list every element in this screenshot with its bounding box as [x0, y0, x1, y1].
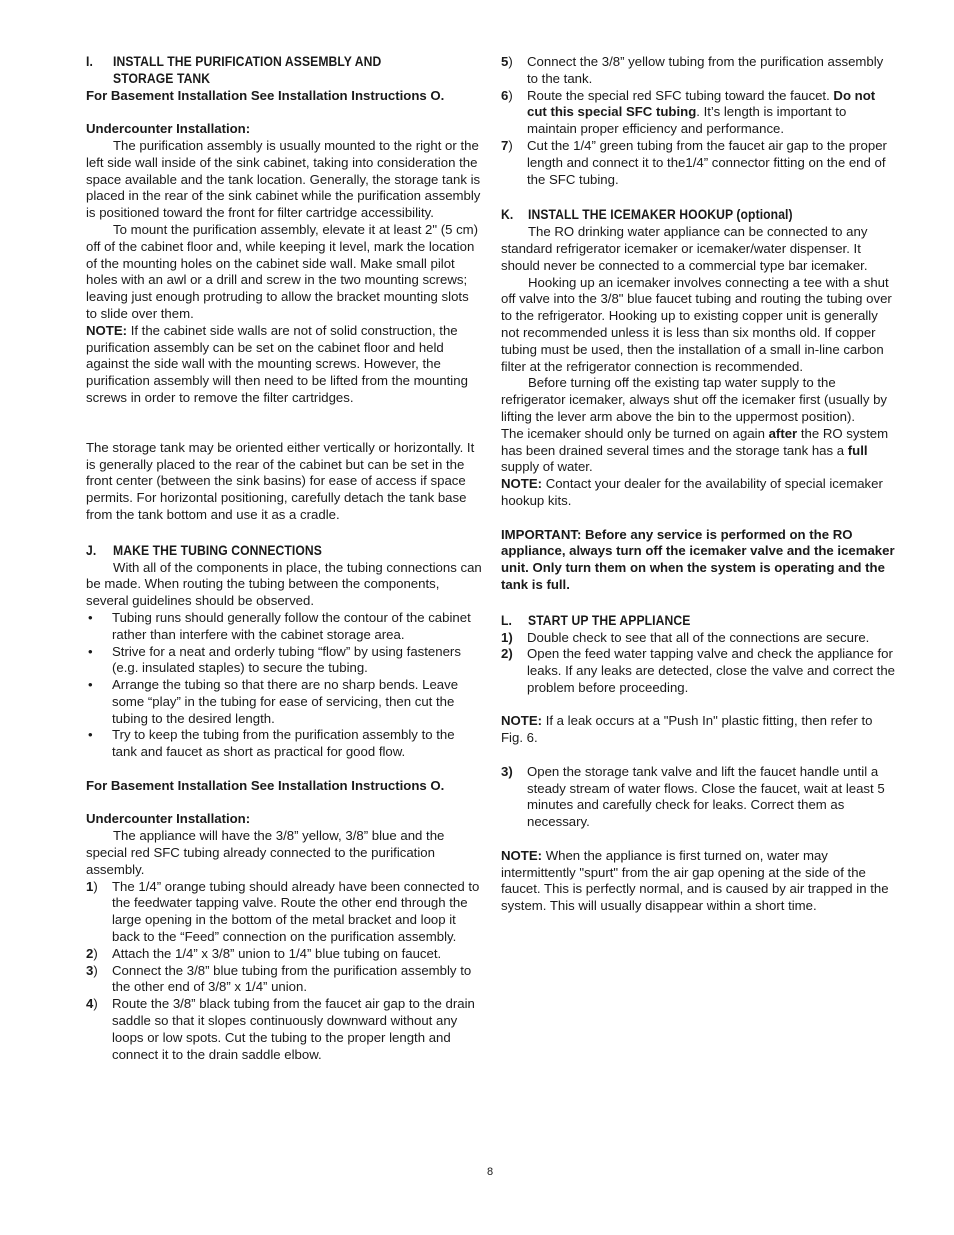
step-text: Connect the 3/8” blue tubing from the purification assembly to the other end of 3/8” x 1/4” union. [112, 962, 472, 995]
step-number: 7) [501, 137, 513, 153]
page-number: 8 [487, 1166, 494, 1178]
step-text: Route the 3/8” black tubing from the faucet air gap to the drain saddle so that it slopes continuously downward without any loops or low spots. Cut the tubing to the proper length and connect it to the drain saddle elbow. [112, 996, 475, 1062]
step-item [86, 879, 482, 946]
section-i-note [86, 323, 482, 407]
section-k-paragraph-2: Hooking up an icemaker involves connecting a tee with a shut off valve into the 3/8" blue faucet tubing and routing the tubing over to the refrigerator. Hooking up to existing copper unit is generally not recommended unless it is less than six months old. If copper tubing must be used, then the installation of a small in-line carbon filter at the refrigerator connection is recommended. [501, 274, 892, 374]
section-l-heading [501, 613, 897, 630]
section-j-basement-note: For Basement Installation See Installation Instructions O. [86, 777, 445, 793]
step-item [501, 646, 897, 696]
section-j-title: MAKE THE TUBING CONNECTIONS [113, 542, 322, 558]
section-j-intro: With all of the components in place, the tubing connections can be made. When routing the tubing between the components, several guidelines should be observed. [86, 559, 482, 609]
bullet-icon: • [88, 677, 93, 693]
step-number: 1) [501, 629, 513, 645]
step-text: The 1/4” orange tubing should already have been connected to the feedwater tapping valve. Route the other end through the large opening in the bottom of the metal bracket and loop it back to the “Feed” connection on the purification assembly. [112, 878, 480, 945]
section-k-heading [501, 207, 897, 224]
section-i-note-text: If the cabinet side walls are not of solid construction, the purification assembly can be set on the cabinet floor and held against the side wall with the mounting screws. However, the purification assembly will then need to be lifted from the mounting screws in order to remove the filter cartridges. [86, 322, 468, 405]
bullet-text: Try to keep the tubing from the purification assembly to the tank and faucet as short as practical for good flow. [112, 727, 455, 760]
step-item [501, 54, 897, 88]
section-k-note [501, 476, 897, 510]
left-column [86, 54, 482, 1063]
section-l-note-1: NOTE: If a leak occurs at a "Push In" plastic fitting, then refer to Fig. 6. [501, 713, 873, 746]
section-i-letter: I. [86, 54, 93, 69]
step-item [501, 630, 897, 647]
section-j-heading [86, 543, 482, 560]
step-number: 2) [501, 646, 513, 662]
section-k-note-label: NOTE: [501, 476, 543, 492]
step-item [501, 138, 897, 188]
section-i-title-line2: STORAGE TANK [113, 70, 211, 86]
right-column [501, 54, 897, 915]
step-item [86, 946, 482, 963]
step-number: 3) [501, 763, 513, 779]
section-k-note-text: Contact your dealer for the availability of special icemaker hookup kits. [501, 476, 883, 508]
step-text: Open the storage tank valve and lift the faucet handle until a steady stream of water flows. Close the faucet, wait at least 5 minutes and carefully check for leaks. Correct them as necessary. [527, 763, 885, 830]
section-i-title-line1: INSTALL THE PURIFICATION ASSEMBLY AND [113, 54, 382, 69]
section-l-note-2: NOTE: When the appliance is first turned on, water may intermittently "spurt" from the air gap opening at the side of the faucet. This is perfectly normal, and is caused by air trapped in the system. This will usually disappear within a short time. [501, 847, 889, 914]
bullet-text: Strive for a neat and orderly tubing “flow” by using fasteners (e.g. insulated staples) to secure the tubing. [112, 643, 461, 676]
section-i-paragraph-3: The storage tank may be oriented either vertically or horizontally. It is generally placed to the rear of the cabinet but can be set in the front center (between the sink basins) for ease of access if space permits. For horizontal positioning, carefully detach the tank base from the tank bottom and use it as a cradle. [86, 439, 475, 522]
bullet-icon: • [88, 643, 93, 659]
step-number: 3) [86, 962, 98, 978]
section-i-paragraph-1: The purification assembly is usually mounted to the right or the left side wall inside of the sink cabinet, taking into consideration the space available and the tank location. Generally, the storage tank is placed in the rear of the sink cabinet while the purification assembly is positioned toward the front for filter cartridge accessibility. [86, 137, 481, 221]
step-number: 6) [501, 87, 513, 103]
step-text: Connect the 3/8” yellow tubing from the purification assembly to the tank. [527, 54, 884, 86]
step-text: Attach the 1/4” x 3/8” union to 1/4” blue tubing on faucet. [112, 945, 442, 961]
section-k-paragraph-1: The RO drinking water appliance can be connected to any standard refrigerator icemaker or icemaker/water dispenser. It should never be connected to a commercial type bar icemaker. [501, 224, 868, 273]
step-number: 2) [86, 945, 98, 961]
step-number: 1) [86, 878, 98, 894]
list-item [86, 610, 482, 644]
step-text: Open the feed water tapping valve and check the appliance for leaks. If any leaks are detected, close the valve and correct the problem before proceeding. [527, 646, 895, 695]
section-k-paragraph-4: The icemaker should only be turned on again after the RO system has been drained several times and the storage tank has a full supply of water. [501, 425, 889, 475]
section-i-heading [86, 54, 482, 88]
section-l-title: START UP THE APPLIANCE [528, 612, 691, 628]
step-item [86, 996, 482, 1063]
section-j-paragraph-1: The appliance will have the 3/8” yellow, 3/8” blue and the special red SFC tubing already connected to the purification assembly. [86, 828, 445, 877]
step-item [501, 88, 897, 138]
section-k-important: IMPORTANT: Before any service is performed on the RO appliance, always turn off the icemaker valve and the icemaker unit. Only turn them on when the system is operating and the tank is full. [501, 526, 895, 592]
step-text: Cut the 1/4” green tubing from the faucet air gap to the proper length and connect it to the1/4” connector fitting on the end of the SFC tubing. [527, 137, 887, 187]
section-i-basement-note: For Basement Installation See Installation Instructions O. [86, 87, 445, 103]
step-item [501, 764, 897, 831]
list-item [86, 727, 482, 761]
bullet-icon: • [88, 727, 93, 743]
section-l-letter: L. [501, 612, 512, 628]
section-j-undercounter-heading: Undercounter Installation: [86, 811, 251, 827]
section-k-title: INSTALL THE ICEMAKER HOOKUP (optional) [528, 207, 793, 223]
bullet-text: Tubing runs should generally follow the contour of the cabinet rather than interfere with the cabinet storage area. [112, 609, 471, 642]
section-k-letter: K. [501, 207, 514, 223]
section-i-paragraph-2: To mount the purification assembly, elevate it at least 2" (5 cm) off of the cabinet floor and, while keeping it level, mark the location of the mounting holes on the cabinet side wall. Make small pilot holes with an awl or a drill and screw in the two mounting screws; leaving just enough protruding to allow the bracket mounting slots to slide over them. [86, 221, 479, 321]
list-item [86, 644, 482, 678]
section-i-note-label: NOTE: [86, 322, 128, 338]
step-number: 5) [501, 54, 513, 69]
bullet-icon: • [88, 609, 93, 625]
section-i-undercounter-heading: Undercounter Installation: [86, 121, 251, 137]
section-j-letter: J. [86, 542, 97, 558]
bullet-text: Arrange the tubing so that there are no sharp bends. Leave some “play” in the tubing for ease of servicing, then cut the tubing to the desired length. [112, 677, 459, 726]
step-text: Route the special red SFC tubing toward the faucet. Do not cut this special SFC tubing. It’s length is important to maintain proper efficiency and performance. [527, 87, 876, 137]
step-number: 4) [86, 996, 98, 1012]
step-item [86, 963, 482, 997]
step-text: Double check to see that all of the connections are secure. [527, 629, 870, 645]
section-k-paragraph-3: Before turning off the existing tap water supply to the refrigerator icemaker, always shut off the icemaker first (usually by lifting the lever arm above the bin to the uppermost position). [501, 375, 888, 424]
list-item [86, 677, 482, 727]
